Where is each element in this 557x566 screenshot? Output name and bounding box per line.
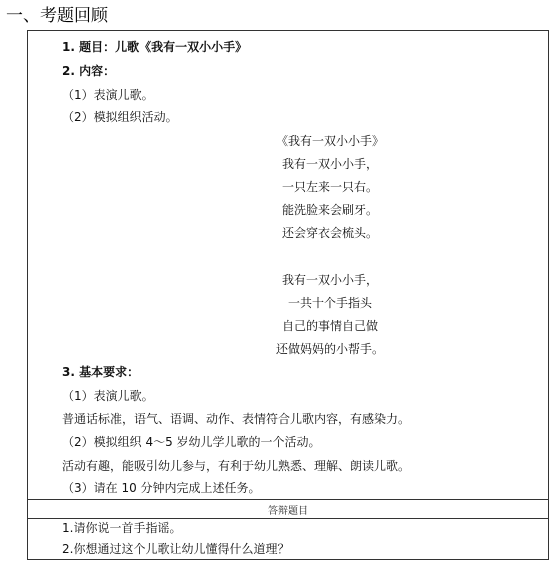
content-item-2: （2）模拟组织活动。 [62,110,178,124]
requirement-line: （3）请在 10 分钟内完成上述任务。 [62,481,261,495]
defense-question: 1.请你说一首手指谣。 [62,521,182,535]
content-label: 2. 内容： [62,64,116,78]
exam-question-box [27,30,549,560]
poem-line: 自己的事情自己做 [281,319,378,333]
topic-line [62,39,247,55]
poem-line: 一共十个手指头 [287,296,372,310]
poem-title: 《我有一双小小手》 [275,134,384,148]
requirement-line: （1）表演儿歌。 [62,389,154,403]
poem-line: 还做妈妈的小帮手。 [275,342,384,356]
requirement-line: 普通话标准，语气、语调、动作、表情符合儿歌内容，有感染力。 [62,412,411,426]
poem-line: 还会穿衣会梳头。 [281,226,378,240]
divider [28,518,548,519]
requirements-label: 3. 基本要求： [62,365,140,379]
defense-question: 2.你想通过这个儿歌让幼儿懂得什么道理？ [62,542,290,556]
poem-line: 我有一双小小手， [281,273,378,287]
requirement-line: （2）模拟组织 4～5 岁幼儿学儿歌的一个活动。 [62,435,321,449]
poem-line: 我有一双小小手， [281,157,378,171]
poem-line: 能洗脸来会刷牙。 [281,203,378,217]
defense-title: 答辩题目 [268,506,308,517]
poem-line: 一只左来一只右。 [281,180,378,194]
divider [28,499,548,500]
section-heading: 一、考题回顾 [6,6,108,26]
requirement-line: 活动有趣，能吸引幼儿参与，有利于幼儿熟悉、理解、朗读儿歌。 [62,459,411,473]
topic-label: 1. 题目： [62,40,116,54]
topic-title: 儿歌《我有一双小小手》 [115,40,248,54]
content-item-1: （1）表演儿歌。 [62,88,154,102]
